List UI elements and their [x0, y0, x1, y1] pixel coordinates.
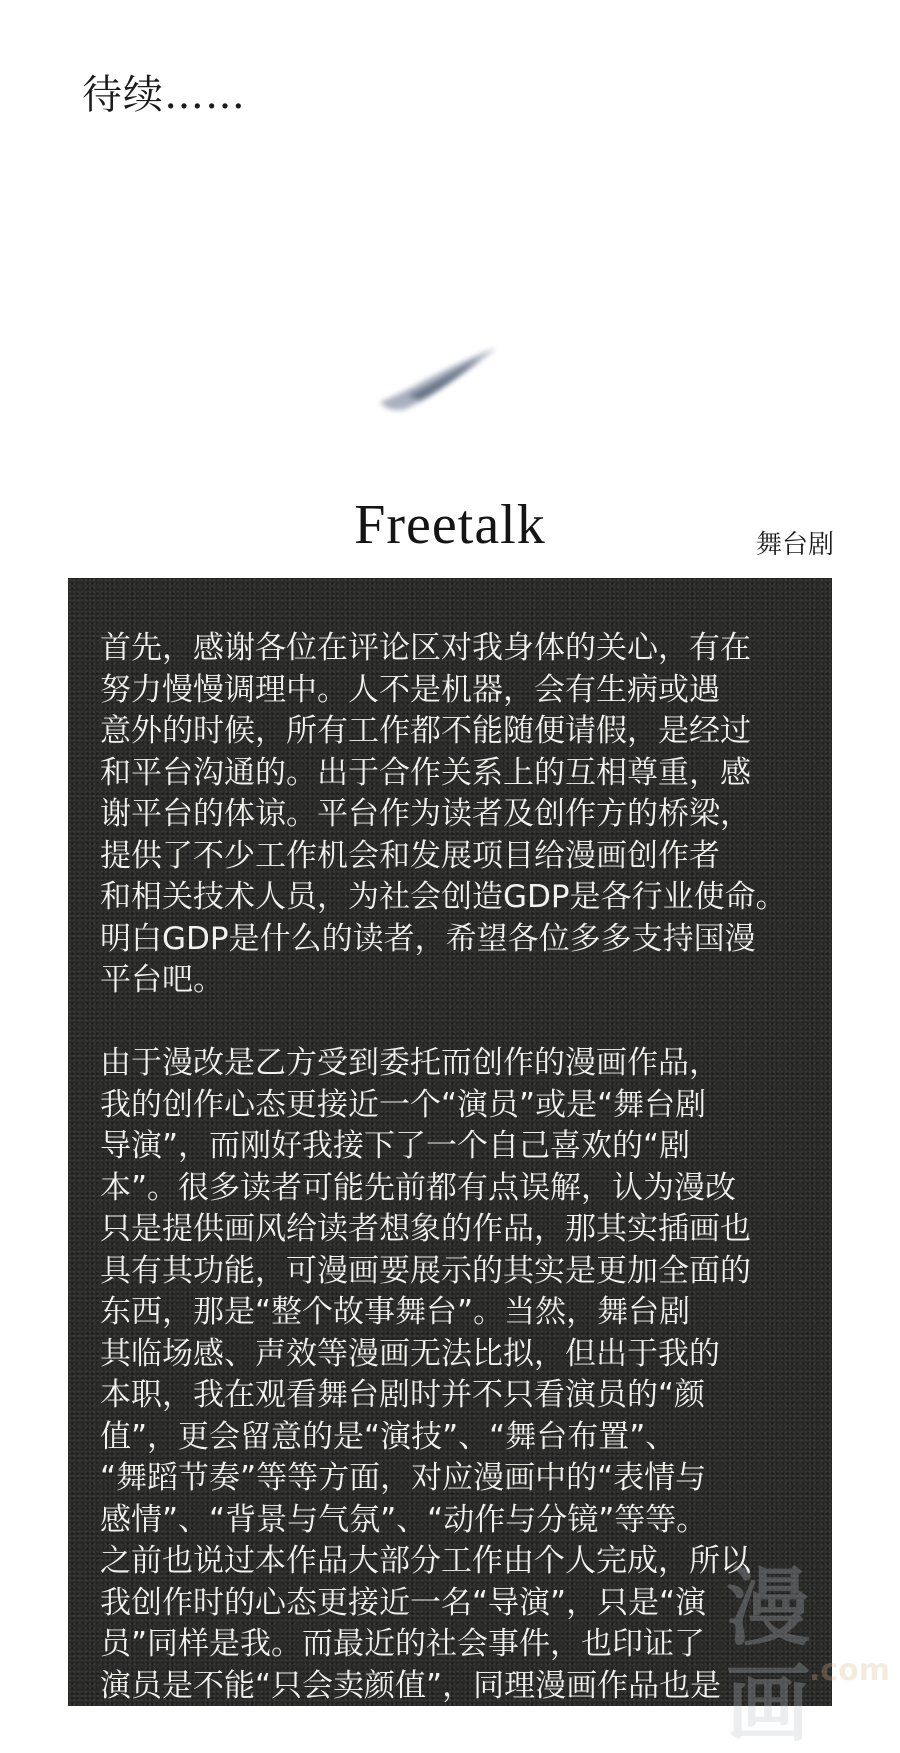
body-text-line: 只是提供画风给读者想象的作品，那其实插画也	[100, 1211, 751, 1247]
watermark-domain: .com	[808, 1653, 890, 1688]
body-text-line: 由于漫改是乙方受到委托而创作的漫画作品，	[100, 1045, 720, 1081]
body-text-line: 值”，更会留意的是“演技”、“舞台布置”、	[100, 1418, 677, 1455]
body-text-line: 我创作时的心态更接近一名“导演”，只是“演	[100, 1584, 707, 1621]
body-text-line: 和平台沟通的。出于合作关系上的互相尊重，感	[100, 754, 751, 791]
body-text-line: 首先，感谢各位在评论区对我身体的关心，有在	[100, 630, 751, 666]
brush-stroke-decoration	[368, 330, 508, 420]
body-text-line: 感情”、“背景与气氛”、“动作与分镜”等等。	[100, 1501, 708, 1538]
body-text-line: 本职，我在观看舞台剧时并不只看演员的“颜	[100, 1377, 706, 1413]
body-text-line: 提供了不少工作机会和发展项目给漫画创作者	[100, 837, 720, 874]
freetalk-body	[100, 628, 822, 1706]
body-text-line: 本”。很多读者可能先前都有点误解，认为漫改	[100, 1169, 737, 1206]
watermark-logo-text: 漫画	[726, 1559, 811, 1753]
body-text-line: 谢平台的体谅。平台作为读者及创作方的桥梁，	[100, 796, 751, 832]
site-watermark	[726, 1552, 896, 1753]
body-text-line: 平台吧。	[100, 962, 224, 998]
body-text-line: 之前也说过本作品大部分工作由个人完成，所以	[100, 1543, 751, 1579]
body-text-line: 其临场感、声效等漫画无法比拟，但出于我的	[100, 1335, 720, 1372]
body-text-line: 东西，那是“整个故事舞台”。当然，舞台剧	[100, 1294, 691, 1330]
body-text-line: 员”同样是我。而最近的社会事件，也印证了	[100, 1626, 706, 1662]
body-text-line: 努力慢慢调理中。人不是机器，会有生病或遇	[100, 671, 720, 708]
section-label: 舞台剧	[755, 530, 834, 560]
body-text-line: 和相关技术人员，为社会创造GDP是各行业使命。	[100, 879, 787, 915]
body-text-line: 导演”，而刚好我接下了一个自己喜欢的“剧	[100, 1128, 691, 1164]
body-text-line: 演员是不能“只会卖颜值”，同理漫画作品也是	[100, 1667, 722, 1704]
freetalk-title: Freetalk	[354, 494, 546, 556]
body-text-line: 具有其功能，可漫画要展示的其实是更加全面的	[100, 1252, 751, 1289]
body-text-line: 明白GDP是什么的读者，希望各位多多支持国漫	[100, 920, 756, 957]
body-text-line: 我的创作心态更接近一个“演员”或是“舞台剧	[100, 1086, 707, 1123]
paragraph-gap	[100, 1002, 822, 1044]
to-be-continued-text: 待续……	[82, 72, 246, 118]
body-text-line: “舞蹈节奏”等等方面，对应漫画中的“表情与	[100, 1460, 707, 1496]
body-text-line: 意外的时候，所有工作都不能随便请假，是经过	[100, 713, 751, 749]
freetalk-text-panel	[68, 578, 832, 1706]
